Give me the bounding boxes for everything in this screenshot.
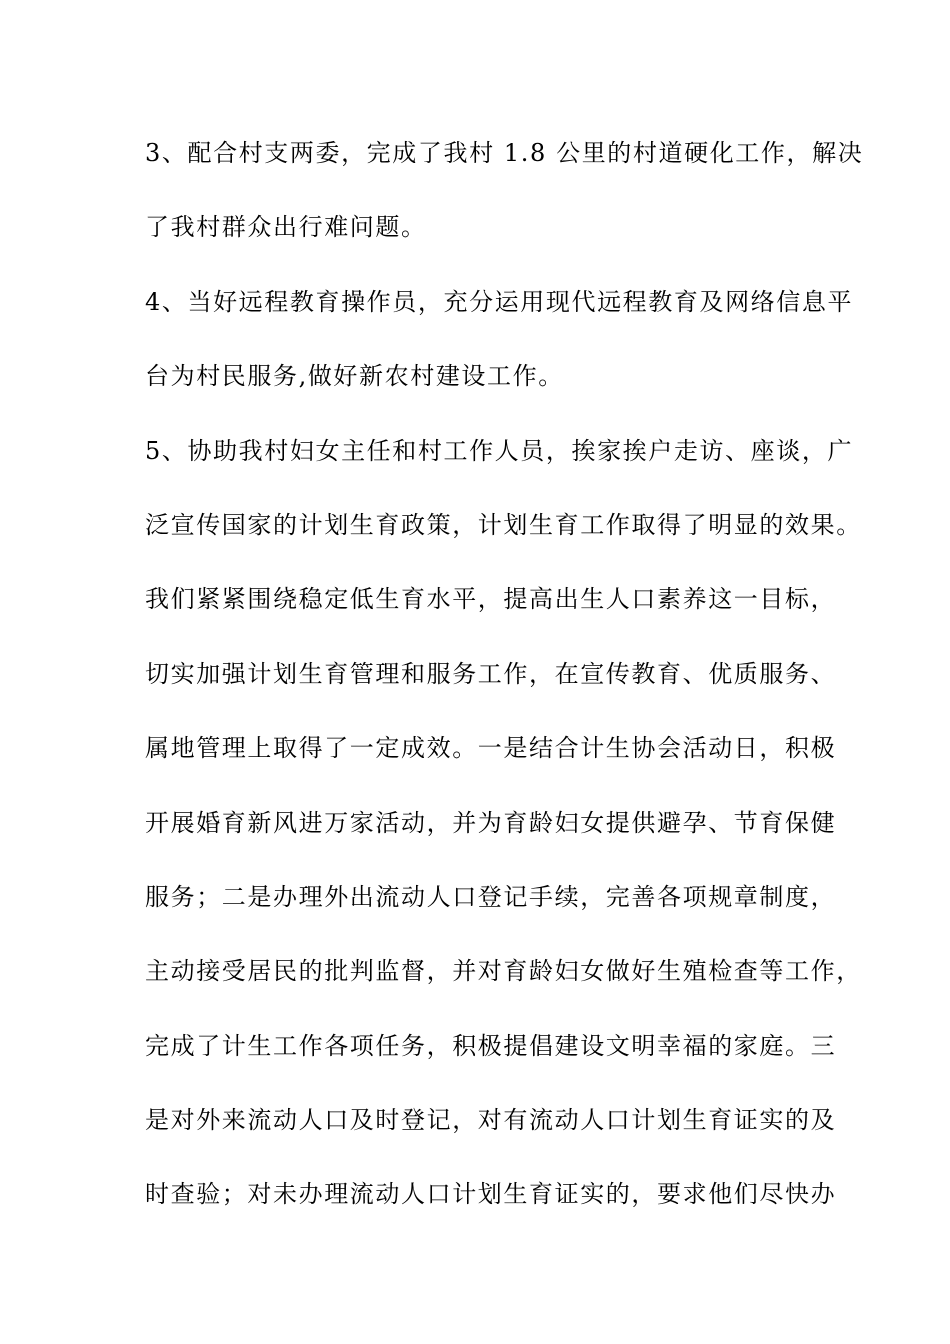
text-line: 主动接受居民的批判监督，并对育龄妇女做好生殖检查等工作，	[145, 957, 862, 986]
text-line: 切实加强计划生育管理和服务工作，在宣传教育、优质服务、	[145, 659, 837, 688]
text-line: 完成了计生工作各项任务，积极提倡建设文明幸福的家庭。三	[145, 1031, 837, 1060]
text-line: 是对外来流动人口及时登记，对有流动人口计划生育证实的及	[145, 1106, 837, 1135]
text-line: 5、协助我村妇女主任和村工作人员，挨家挨户走访、座谈，广	[145, 436, 854, 465]
text-line: 泛宣传国家的计划生育政策，计划生育工作取得了明显的效果。	[145, 510, 862, 539]
text-line: 属地管理上取得了一定成效。一是结合计生协会活动日，积极	[145, 734, 837, 763]
text-line: 了我村群众出行难问题。	[145, 213, 427, 242]
text-line: 我们紧紧围绕稳定低生育水平，提高出生人口素养这一目标，	[145, 585, 837, 614]
document-body	[145, 131, 864, 1247]
text-line: 3、配合村支两委，完成了我村 1.8 公里的村道硬化工作，解决	[145, 139, 864, 167]
text-line: 4、当好远程教育操作员，充分运用现代远程教育及网络信息平	[145, 287, 854, 316]
text-line: 时查验；对未办理流动人口计划生育证实的，要求他们尽快办	[145, 1180, 837, 1209]
text-line: 开展婚育新风进万家活动，并为育龄妇女提供避孕、节育保健	[145, 808, 837, 837]
text-line: 服务；二是办理外出流动人口登记手续，完善各项规章制度，	[145, 882, 837, 911]
text-line: 台为村民服务,做好新农村建设工作。	[145, 362, 564, 391]
